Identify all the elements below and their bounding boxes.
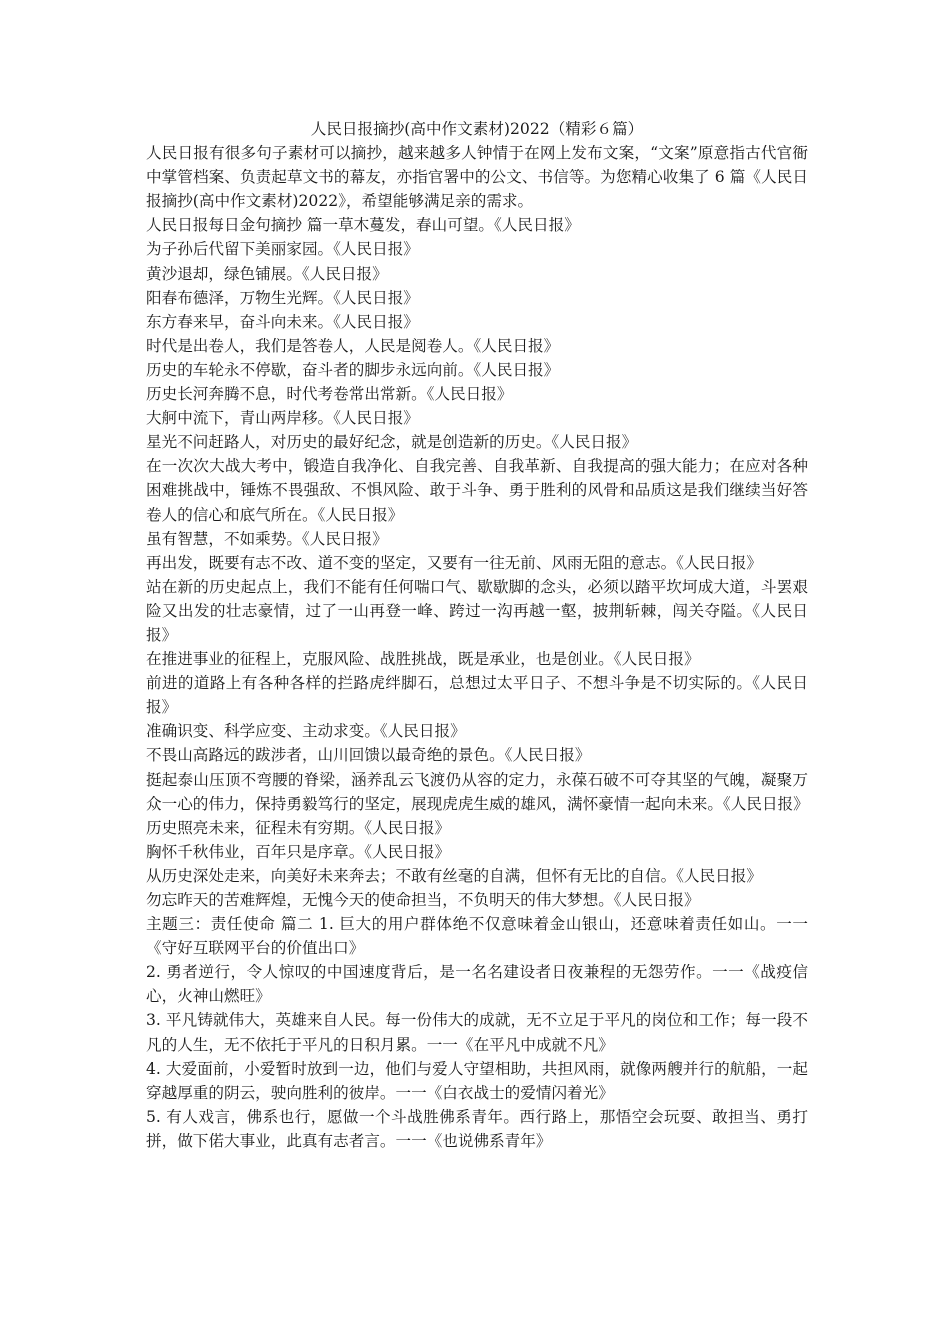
paragraph: 胸怀千秋伟业，百年只是序章。《人民日报》 [146, 842, 451, 861]
paragraph: 黄沙退却，绿色铺展。《人民日报》 [146, 264, 388, 283]
paragraph: 星光不问赶路人，对历史的最好纪念，就是创造新的历史。《人民日报》 [146, 433, 638, 452]
paragraph: 为子孙后代留下美丽家园。《人民日报》 [146, 240, 419, 259]
paragraph: 虽有智慧，不如乘势。《人民日报》 [146, 529, 388, 548]
paragraph: 站在新的历史起点上，我们不能有任何喘口气、歇歇脚的念头，必须以踏平坎坷成大道，斗罢艰险又出发的壮志豪情，过了一山再登一峰、跨过一沟再越一壑，披荆斩棘，闯关夺隘。《人民日报》 [146, 577, 808, 644]
paragraph: 历史长河奔腾不息，时代考卷常出常新。《人民日报》 [146, 385, 513, 404]
paragraph: 人民日报每日金句摘抄 篇一草木蔓发，春山可望。《人民日报》 [146, 216, 580, 235]
paragraph: 从历史深处走来，向美好未来奔去；不敢有丝毫的自满，但怀有无比的自信。《人民日报》 [146, 866, 762, 885]
paragraph: 大舸中流下，青山两岸移。《人民日报》 [146, 409, 419, 428]
paragraph: 东方春来早，奋斗向未来。《人民日报》 [146, 312, 419, 331]
paragraph: 时代是出卷人，我们是答卷人，人民是阅卷人。《人民日报》 [146, 336, 560, 355]
paragraph: 3. 平凡铸就伟大，英雄来自人民。每一份伟大的成就，无不立足于平凡的岗位和工作；每一段不凡的人生，无不依托于平凡的日积月累。一一《在平凡中成就不凡》 [146, 1011, 808, 1054]
paragraph: 在一次次大战大考中，锻造自我净化、自我完善、自我革新、自我提高的强大能力；在应对各种困难挑战中，锤炼不畏强敌、不惧风险、敢于斗争、勇于胜利的风骨和品质这是我们继续当好答卷人的信心和底气所在。《人民日报》 [146, 457, 808, 524]
paragraph: 不畏山高路远的跋涉者，山川回馈以最奇绝的景色。《人民日报》 [146, 746, 591, 765]
paragraph: 5. 有人戏言，佛系也行，愿做一个斗战胜佛系青年。西行路上，那悟空会玩耍、敢担当、勇打拼，做下偌大事业，此真有志者言。一一《也说佛系青年》 [146, 1107, 808, 1150]
paragraph: 再出发，既要有志不改、道不变的坚定，又要有一往无前、风雨无阻的意志。《人民日报》 [146, 553, 762, 572]
paragraph: 勿忘昨天的苦难辉煌，无愧今天的使命担当，不负明天的伟大梦想。《人民日报》 [146, 891, 700, 909]
paragraph: 历史照亮未来，征程未有穷期。《人民日报》 [146, 818, 451, 837]
paragraph: 4. 大爱面前，小爱暂时放到一边，他们与爱人守望相助，共担风雨，就像两艘并行的航船，一起穿越厚重的阴云，驶向胜利的彼岸。一一《白衣战士的爱情闪着光》 [146, 1059, 808, 1102]
paragraph: 前进的道路上有各种各样的拦路虎绊脚石，总想过太平日子、不想斗争是不切实际的。《人民日报》 [146, 674, 808, 717]
paragraph: 在推进事业的征程上，克服风险、战胜挑战，既是承业，也是创业。《人民日报》 [146, 650, 700, 669]
document-page [146, 117, 808, 1153]
document-title: 人民日报摘抄(高中作文素材)2022（精彩６篇） [310, 120, 644, 138]
paragraph: 2. 勇者逆行，令人惊叹的中国速度背后，是一名名建设者日夜兼程的无怨劳作。一一《战疫信心，火神山燃旺》 [146, 963, 808, 1006]
paragraph: 准确识变、科学应变、主动求变。《人民日报》 [146, 722, 466, 741]
paragraph-intro: 人民日报有很多句子素材可以摘抄，越来越多人钟情于在网上发布文案，“文案”原意指古代官衙中掌管档案、负责起草文书的幕友，亦指官署中的公文、书信等。为您精心收集了 6 篇《人民日报摘抄(高中作文素材)2022》，希望能够满足亲的需求。 [146, 144, 808, 211]
paragraph: 主题三：责任使命 篇二 1. 巨大的用户群体绝不仅意味着金山银山，还意味着责任如山。一一《守好互联网平台的价值出口》 [146, 915, 808, 958]
paragraph: 历史的车轮永不停歇，奋斗者的脚步永远向前。《人民日报》 [146, 360, 560, 379]
paragraph: 阳春布德泽，万物生光辉。《人民日报》 [146, 288, 419, 307]
paragraph: 挺起泰山压顶不弯腰的脊梁，涵养乱云飞渡仍从容的定力，永葆石破不可夺其坚的气魄，凝聚万众一心的伟力，保持勇毅笃行的坚定，展现虎虎生威的雄风，满怀豪情一起向未来。《人民日报》 [146, 770, 809, 813]
